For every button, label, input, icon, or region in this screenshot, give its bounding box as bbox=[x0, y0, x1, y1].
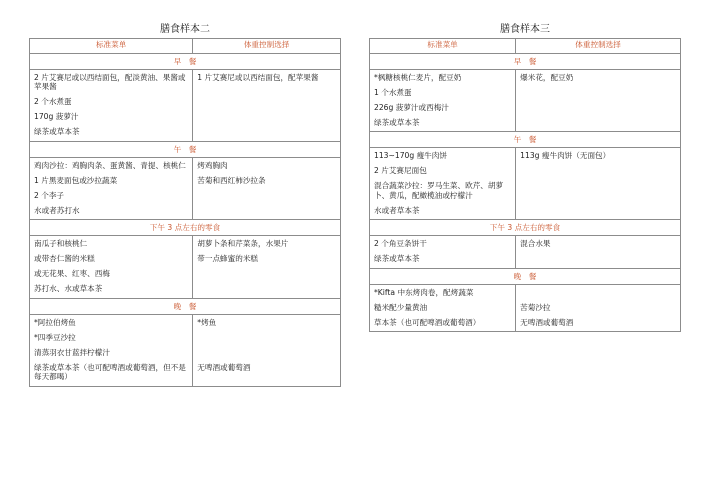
section-dinner: 晚 餐 bbox=[370, 268, 681, 284]
column-header-standard: 标准菜单 bbox=[370, 39, 516, 54]
list-item: 绿茶或草本茶 bbox=[374, 254, 420, 264]
list-item: 苦菊和西红柿沙拉条 bbox=[197, 175, 266, 185]
list-item: 绿茶或草本茶（也可配啤酒或葡萄酒，但不是每天都喝） bbox=[34, 362, 186, 382]
table-row bbox=[30, 236, 341, 298]
list-item: *Kifta 中东烤肉卷，配烤蔬菜 bbox=[374, 287, 474, 297]
meal-sample-two-panel bbox=[29, 22, 341, 387]
list-item bbox=[197, 348, 336, 357]
standard-cell bbox=[370, 236, 516, 268]
list-item: 2 个李子 bbox=[34, 190, 65, 200]
list-item: 1 片黑麦面包或沙拉蔬菜 bbox=[34, 175, 118, 185]
panel-title: 膳食样本二 bbox=[160, 24, 210, 35]
table-row bbox=[370, 284, 681, 331]
list-item: 带一点蜂蜜的米糕 bbox=[197, 254, 259, 264]
list-item: *四季豆沙拉 bbox=[34, 332, 76, 342]
weight-cell bbox=[193, 236, 341, 298]
standard-cell bbox=[30, 314, 193, 386]
list-item: 或无花果、红枣、西梅 bbox=[34, 269, 110, 279]
list-item: 胡萝卜条和芹菜条，水果片 bbox=[197, 239, 289, 249]
list-item: 清蒸羽衣甘蓝拌柠檬汁 bbox=[34, 347, 110, 357]
table-row bbox=[370, 236, 681, 268]
weight-cell bbox=[193, 157, 341, 219]
table-row bbox=[30, 70, 341, 142]
list-item: 2 片艾赛尼或以西结面包，配淡黄油、果酱或苹果酱 bbox=[34, 73, 186, 92]
list-item: 无啤酒或葡萄酒 bbox=[520, 317, 574, 327]
standard-cell bbox=[370, 148, 516, 220]
standard-cell bbox=[370, 284, 516, 331]
weight-cell bbox=[516, 148, 681, 220]
list-item: 113g 瘦牛肉饼（无面包） bbox=[520, 151, 611, 161]
list-item: 2 个角豆条饼干 bbox=[374, 239, 427, 249]
list-item: 绿茶或草本茶 bbox=[34, 127, 80, 137]
section-breakfast: 早 餐 bbox=[30, 54, 341, 70]
header-row bbox=[370, 39, 681, 54]
list-item: 烤鸡胸肉 bbox=[197, 160, 228, 170]
list-item: *阿拉伯烤鱼 bbox=[34, 317, 76, 327]
list-item: 水或者苏打水 bbox=[34, 205, 80, 215]
list-item: 鸡肉沙拉：鸡胸肉条、蛋黄酱、青提、核桃仁 bbox=[34, 160, 186, 170]
section-afternoon-snack: 下午 3 点左右的零食 bbox=[370, 220, 681, 236]
list-item: 苦菊沙拉 bbox=[520, 302, 551, 312]
weight-cell bbox=[516, 70, 681, 132]
meal-table bbox=[369, 38, 681, 332]
weight-cell bbox=[516, 236, 681, 268]
list-item: 113~170g 瘦牛肉饼 bbox=[374, 151, 447, 161]
standard-cell bbox=[370, 70, 516, 132]
section-dinner: 晚 餐 bbox=[30, 298, 341, 314]
table-row bbox=[370, 70, 681, 132]
list-item: 2 片艾赛尼面包 bbox=[374, 166, 427, 176]
list-item: 爆米花，配豆奶 bbox=[520, 73, 574, 82]
list-item: 无啤酒或葡萄酒 bbox=[197, 362, 251, 372]
weight-cell bbox=[193, 70, 341, 142]
meal-table bbox=[29, 38, 341, 387]
table-row bbox=[30, 314, 341, 386]
weight-cell bbox=[516, 284, 681, 331]
list-item bbox=[520, 288, 676, 297]
column-header-weight: 体重控制选择 bbox=[516, 39, 681, 54]
table-row bbox=[30, 157, 341, 219]
list-item: 226g 菠萝汁或西梅汁 bbox=[374, 102, 449, 112]
column-header-weight: 体重控制选择 bbox=[193, 39, 341, 54]
list-item: 水或者草本茶 bbox=[374, 205, 420, 215]
header-row bbox=[30, 39, 341, 54]
list-item: *烤鱼 bbox=[197, 317, 217, 327]
list-item: *枫糖核桃仁麦片，配豆奶 bbox=[374, 73, 462, 82]
section-breakfast: 早 餐 bbox=[370, 54, 681, 70]
meal-sample-three-panel bbox=[369, 22, 681, 332]
column-header-standard: 标准菜单 bbox=[30, 39, 193, 54]
list-item: 混合水果 bbox=[520, 239, 551, 249]
list-item: 草本茶（也可配啤酒或葡萄酒） bbox=[374, 317, 481, 327]
table-row bbox=[370, 148, 681, 220]
list-item: 苏打水、水或草本茶 bbox=[34, 284, 103, 294]
list-item: 170g 菠萝汁 bbox=[34, 112, 79, 122]
section-afternoon-snack: 下午 3 点左右的零食 bbox=[30, 220, 341, 236]
list-item: 南瓜子和核桃仁 bbox=[34, 239, 88, 249]
section-lunch: 午 餐 bbox=[370, 132, 681, 148]
standard-cell bbox=[30, 70, 193, 142]
panel-title: 膳食样本三 bbox=[500, 24, 550, 35]
list-item: 1 个水煮蛋 bbox=[374, 87, 412, 97]
list-item: 绿茶或草本茶 bbox=[374, 117, 420, 127]
standard-cell bbox=[30, 236, 193, 298]
list-item bbox=[197, 333, 336, 342]
weight-cell bbox=[193, 314, 341, 386]
list-item: 糙米配少量黄油 bbox=[374, 302, 428, 312]
standard-cell bbox=[30, 157, 193, 219]
list-item: 或带杏仁酱的米糕 bbox=[34, 254, 95, 264]
list-item: 1 片艾赛尼或以西结面包，配苹果酱 bbox=[197, 73, 319, 82]
section-lunch: 午 餐 bbox=[30, 141, 341, 157]
list-item: 混合蔬菜沙拉：罗马生菜、欧芹、胡萝卜、黄瓜，配橄榄油或柠檬汁 bbox=[374, 181, 504, 200]
list-item: 2 个水煮蛋 bbox=[34, 97, 72, 107]
